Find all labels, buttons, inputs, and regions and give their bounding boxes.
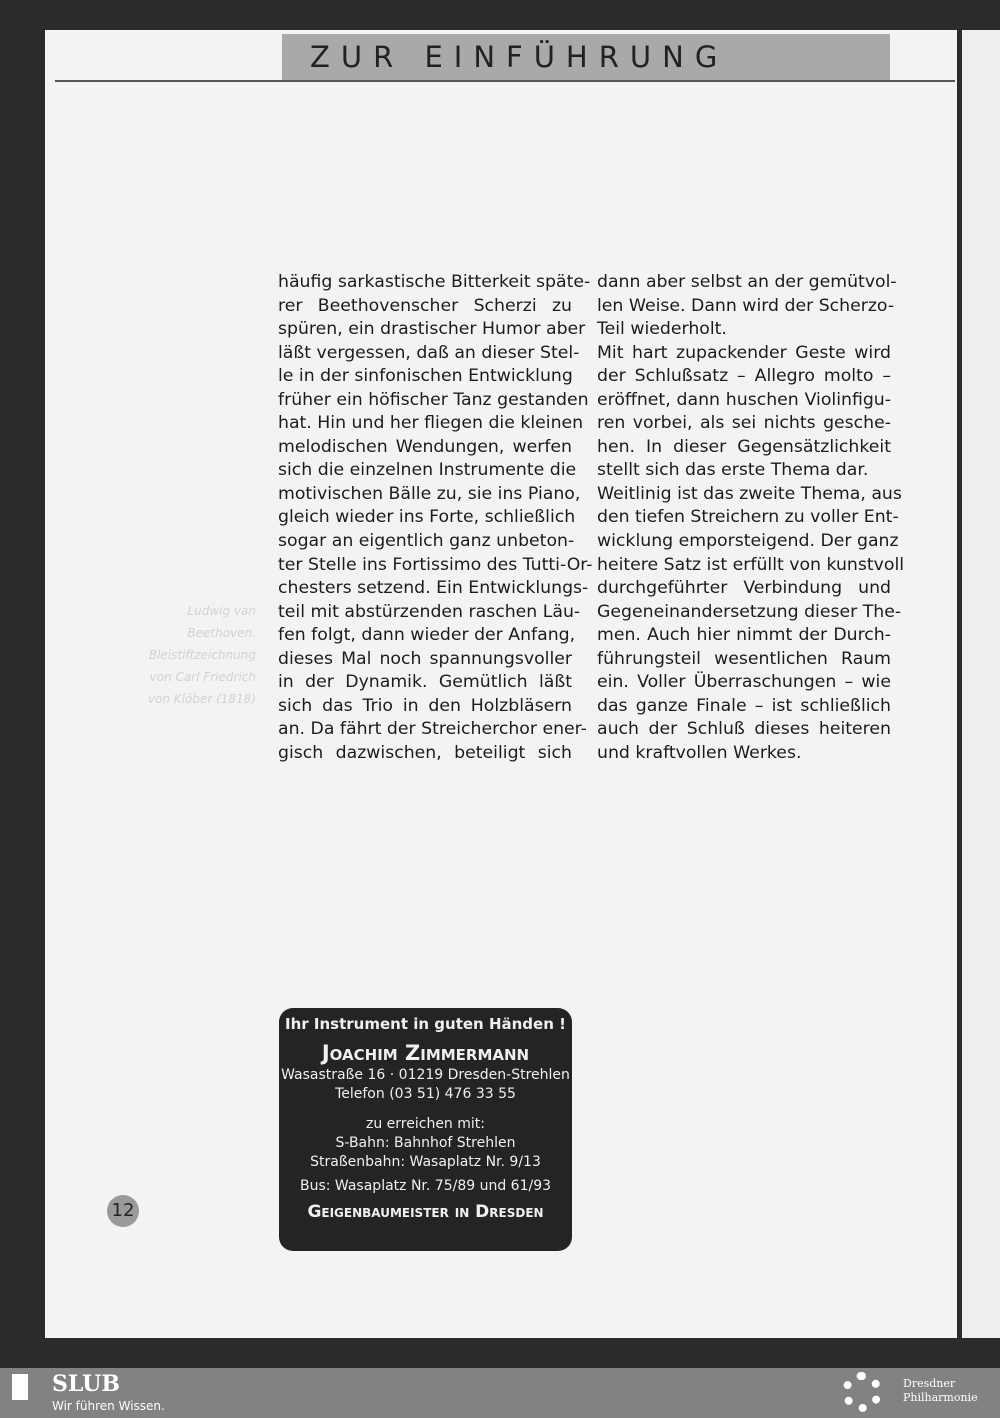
logo-line: Dresdner xyxy=(903,1377,956,1390)
text-line: an. Da fährt der Streicherchor ener- xyxy=(278,719,587,740)
text-line: hen. In dieser Gegensätzlichkeit xyxy=(597,436,891,457)
image-caption xyxy=(120,600,256,710)
text-line: Teil wiederholt. xyxy=(597,319,727,340)
text-line: der Schlußsatz – Allegro molto – xyxy=(597,366,891,387)
text-line: und kraftvollen Werkes. xyxy=(597,742,802,763)
text-line: fen folgt, dann wieder der Anfang, xyxy=(278,625,576,646)
ad-sbahn: S-Bahn: Bahnhof Strehlen xyxy=(335,1135,516,1151)
logo-line: Philharmonie xyxy=(903,1391,978,1404)
caption-line: von Klöber (1818) xyxy=(147,692,256,706)
slub-slogan: Wir führen Wissen. xyxy=(52,1399,165,1413)
ad-name: Joachim Zimmermann xyxy=(321,1041,530,1065)
text-line: gleich wieder ins Forte, schließlich xyxy=(278,507,576,528)
text-line: le in der sinfonischen Entwicklung xyxy=(278,366,573,387)
text-line: heitere Satz ist erfüllt von kunstvoll xyxy=(597,554,905,575)
text-line: sogar an eigentlich ganz unbeton- xyxy=(278,531,575,552)
text-line: melodischen Wendungen, werfen xyxy=(278,436,572,457)
caption-line: von Carl Friedrich xyxy=(149,670,256,684)
text-line: hat. Hin und her fliegen die kleinen xyxy=(278,413,584,434)
caption-line: Bleistiftzeichnung xyxy=(148,648,256,662)
slub-logo: SLUB xyxy=(52,1371,120,1397)
header-rule xyxy=(55,80,955,82)
ad-address: Wasastraße 16 · 01219 Dresden-Strehlen xyxy=(281,1067,570,1083)
ad-footer: Geigenbaumeister in Dresden xyxy=(307,1202,544,1222)
caption-line: Beethoven. xyxy=(187,626,256,640)
ad-tram: Straßenbahn: Wasaplatz Nr. 9/13 xyxy=(310,1154,541,1170)
ad-bus: Bus: Wasaplatz Nr. 75/89 und 61/93 xyxy=(299,1178,552,1194)
text-line: dann aber selbst an der gemütvol- xyxy=(597,272,897,292)
text-line: führungsteil wesentlichen Raum xyxy=(597,648,891,669)
text-line: wicklung emporsteigend. Der ganz xyxy=(597,531,899,552)
ad-phone: Telefon (03 51) 476 33 55 xyxy=(335,1086,516,1102)
text-line: ein. Voller Überraschungen – wie xyxy=(597,672,891,693)
caption-line: Ludwig van xyxy=(187,604,256,618)
text-line: das ganze Finale – ist schließlich xyxy=(597,695,891,716)
text-line: durchgeführter Verbindung und xyxy=(597,578,891,599)
text-line: gisch dazwischen, beteiligt sich xyxy=(278,742,572,763)
text-line: häufig sarkastische Bitterkeit späte- xyxy=(278,272,591,292)
text-line: men. Auch hier nimmt der Durch- xyxy=(597,625,891,646)
adjacent-page-edge xyxy=(962,30,1000,1338)
text-line: ter Stelle ins Fortissimo des Tutti-Or- xyxy=(278,554,593,575)
slub-book-icon xyxy=(12,1374,28,1400)
text-line: läßt vergessen, daß an dieser Stel- xyxy=(278,342,580,363)
text-line: sich das Trio in den Holzbläsern xyxy=(278,695,572,716)
text-line: len Weise. Dann wird der Scherzo- xyxy=(597,295,895,316)
text-line: auch der Schluß dieses heiteren xyxy=(597,719,891,740)
text-line: Weitlinig ist das zweite Thema, aus xyxy=(597,483,902,504)
text-line: in der Dynamik. Gemütlich läßt xyxy=(278,672,572,693)
text-line: eröffnet, dann huschen Violinfigu- xyxy=(597,389,891,410)
text-line: dieses Mal noch spannungsvoller xyxy=(278,648,572,669)
ad-reach: zu erreichen mit: xyxy=(366,1116,485,1132)
text-line: sich die einzelnen Instrumente die xyxy=(278,460,577,481)
text-line: den tiefen Streichern zu voller Ent- xyxy=(597,507,899,528)
ad-tagline: Ihr Instrument in guten Händen ! xyxy=(285,1015,566,1033)
philharmonie-logo xyxy=(903,1377,978,1405)
text-line: spüren, ein drastischer Humor aber xyxy=(278,319,586,340)
text-line: stellt sich das erste Thema dar. xyxy=(597,460,869,481)
text-column-right xyxy=(597,271,905,765)
text-line: teil mit abstürzenden raschen Läu- xyxy=(278,601,581,622)
page-number: 12 xyxy=(107,1195,139,1227)
text-line: motivischen Bälle zu, sie ins Piano, xyxy=(278,483,581,504)
text-line: Gegeneinandersetzung dieser The- xyxy=(597,601,902,622)
text-line: Mit hart zupackender Geste wird xyxy=(597,342,891,363)
text-line: rer Beethovenscher Scherzi zu xyxy=(278,295,572,316)
text-line: chesters setzend. Ein Entwicklungs- xyxy=(278,578,589,599)
philharmonie-logo-icon xyxy=(842,1372,882,1412)
text-line: ren vorbei, als sei nichts gesche- xyxy=(597,413,891,434)
text-line: früher ein höfischer Tanz gestanden xyxy=(278,389,589,410)
text-column-left xyxy=(278,271,593,765)
footer-bar xyxy=(0,1368,1000,1418)
advertisement xyxy=(279,1008,572,1251)
section-title: ZUR EINFÜHRUNG xyxy=(310,40,729,74)
